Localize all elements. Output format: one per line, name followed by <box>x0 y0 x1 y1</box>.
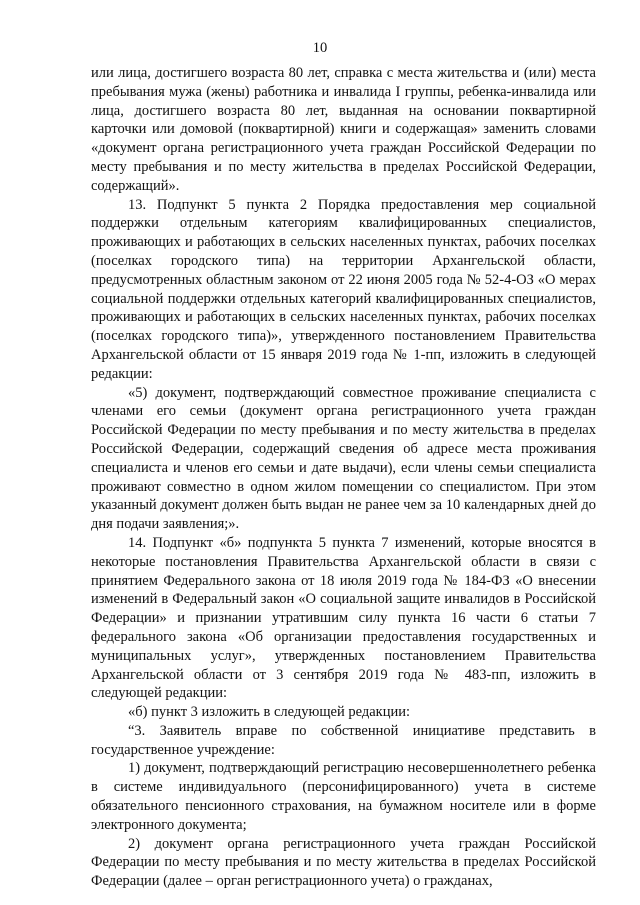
document-body <box>91 64 596 891</box>
paragraph-quote-item-3: “3. Заявитель вправе по собственной инициативе представить в государственное учреждение: <box>91 722 596 758</box>
paragraph-list-item-1: 1) документ, подтверждающий регистрацию несовершеннолетнего ребенка в системе индивидуального (персонифицированного) учета в системе обязательного пенсионного страхования, на бумажном носителе или в форме электронного документа; <box>91 760 596 833</box>
paragraph-list-item-2: 2) документ органа регистрационного учета граждан Российской Федерации по месту пребывания и по месту жительства в пределах Российской Федерации (далее – орган регистрационного учета) о гражданах, <box>91 835 596 890</box>
paragraph-continuation: или лица, достигшего возраста 80 лет, справка с места жительства и (или) места пребывания мужа (жены) работника и инвалида I группы, ребенка-инвалида или лица, достигшего возраста 80 лет, выданная на основании поквартирной карточки или домовой (поквартирной) книги и содержащая» заменить словами «документ органа регистрационного учета граждан Российской Федерации по месту пребывания и по месту жительства в пределах Российской Федерации, содержащий». <box>91 65 596 194</box>
paragraph-item-14: 14. Подпункт «б» подпункта 5 пункта 7 изменений, которые вносятся в некоторые постановления Правительства Архангельской области в связи с принятием Федерального закона от 18 июля 2019 года № 184-ФЗ «О внесении изменений в Федеральный закон «О социальной защите инвалидов в Российской Федерации» и признании утратившим силу пункта 16 части 6 статьи 7 федерального закона «Об организации предоставления государственных и муниципальных услуг», утвержденных постановлением Правительства Архангельской области от 3 сентября 2019 года № 483-пп, изложить в следующей редакции: <box>91 534 596 702</box>
paragraph-quote-item-5: «5) документ, подтверждающий совместное проживание специалиста с членами его семьи (документ органа регистрационного учета граждан Российской Федерации по месту пребывания и по месту жительства в пределах Российской Федерации, содержащий сведения об адресе места проживания специалиста и членов его семьи и дате выдачи), если члены семьи специалиста проживают совместно в одном жилом помещении со специалистом. При этом указанный документ должен быть выдан не ранее чем за 10 календарных дней до дня подачи заявления;». <box>91 384 596 533</box>
paragraph-item-13: 13. Подпункт 5 пункта 2 Порядка предоставления мер социальной поддержки отдельным категориям квалифицированных специалистов, проживающих и работающих в сельских населенных пунктах, рабочих поселках (поселках городского типа) на территории Архангельской области, предусмотренных областным законом от 22 июня 2005 года № 52-4-ОЗ «О мерах социальной поддержки отдельных категорий квалифицированных специалистов, проживающих и работающих в сельских населенных пунктах, рабочих поселках (поселках городского типа)», утвержденного постановлением Правительства Архангельской области от 15 января 2019 года № 1-пп, изложить в следующей редакции: <box>91 196 596 382</box>
page-number: 10 <box>312 40 328 56</box>
paragraph-subitem-b: «б) пункт 3 изложить в следующей редакции: <box>128 704 410 721</box>
